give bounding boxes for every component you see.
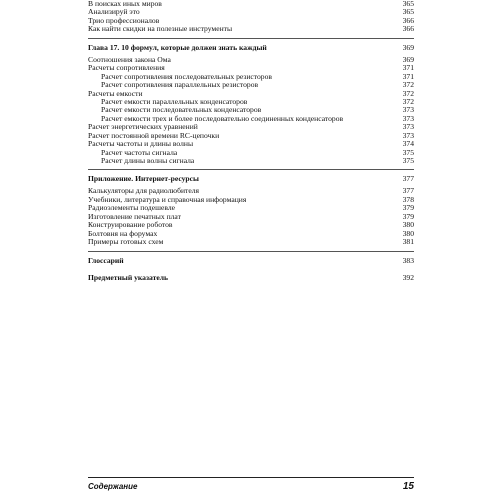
chapter-page: 369 — [402, 42, 414, 52]
toc-entry-title: Примеры готовых схем — [88, 238, 164, 247]
toc-entry-title: Расчеты сопротивления — [88, 64, 165, 73]
index-title: Предметный указатель — [88, 272, 168, 282]
toc-subentry — [88, 73, 414, 81]
toc-entry-page: 371 — [402, 71, 414, 81]
toc-entry-page: 374 — [402, 139, 414, 149]
chapter-title: Глава 17. 10 формул, которые должен знать каждый — [88, 42, 267, 52]
toc-entry-page: 375 — [402, 147, 414, 157]
toc-entry-page: 365 — [402, 0, 414, 8]
toc-entry — [88, 8, 414, 16]
toc-entry-title: Конструирование роботов — [88, 221, 173, 230]
toc-subentry — [88, 106, 414, 114]
toc-entry-page: 366 — [402, 24, 414, 34]
toc-entry — [88, 56, 414, 64]
toc-entry — [88, 221, 414, 229]
toc-entry-title: Калькуляторы для радиолюбителя — [88, 187, 199, 196]
toc-entry-title: Расчет постоянной времени RC-цепочки — [88, 131, 220, 140]
toc-subentry — [88, 149, 414, 157]
index-heading — [88, 269, 414, 282]
appendix-items — [88, 187, 414, 246]
toc-entry-page: 373 — [402, 130, 414, 140]
toc-entry-title: Соотношения закона Ома — [88, 55, 171, 64]
toc-entry-title: Расчет емкости параллельных конденсаторов — [101, 97, 248, 106]
toc-entry — [88, 123, 414, 131]
toc-entry — [88, 132, 414, 140]
toc-entry-page: 379 — [402, 211, 414, 221]
toc-entry-title: Расчет сопротивления последовательных резисторов — [101, 72, 272, 81]
toc-entry-page: 375 — [402, 156, 414, 165]
toc-entry-title: Болтовня на форумах — [88, 229, 158, 238]
toc-entry-page: 379 — [402, 203, 414, 213]
toc-subentry — [88, 157, 414, 165]
toc-entry-page: 372 — [402, 88, 414, 98]
top-items — [88, 0, 414, 34]
toc-entry-page: 366 — [402, 15, 414, 25]
glossary-title: Глоссарий — [88, 255, 124, 265]
toc-entry — [88, 17, 414, 25]
toc-entry-page: 371 — [402, 63, 414, 73]
toc-entry-page: 381 — [402, 237, 414, 247]
toc-entry-page: 365 — [402, 7, 414, 17]
toc-entry-title: Расчет длины волны сигнала — [101, 157, 195, 165]
chapter-items — [88, 56, 414, 166]
toc-entry — [88, 0, 414, 8]
toc-subentry — [88, 115, 414, 123]
glossary-heading — [88, 251, 414, 265]
toc-entry-title: Расчеты емкости — [88, 89, 143, 98]
appendix-title: Приложение. Интернет-ресурсы — [88, 174, 199, 184]
appendix-page: 377 — [402, 174, 414, 184]
toc-entry-title: Радиоэлементы подешевле — [88, 204, 175, 213]
toc-entry-title: Расчет энергетических уравнений — [88, 123, 198, 132]
toc-entry-page: 373 — [402, 122, 414, 132]
appendix-heading — [88, 169, 414, 183]
footer-page-number: 15 — [402, 481, 414, 492]
toc-entry-title: Учебники, литература и справочная информация — [88, 195, 247, 204]
glossary-page: 383 — [402, 255, 414, 265]
page-footer — [88, 477, 414, 492]
toc-entry-title: Как найти скидки на полезные инструменты — [88, 25, 233, 34]
toc-entry-title: Расчеты частоты и длины волны — [88, 140, 194, 149]
toc-entry-page: 369 — [402, 54, 414, 64]
toc-entry-page: 373 — [402, 105, 414, 115]
toc-entry-page: 372 — [402, 80, 414, 90]
toc-entry — [88, 140, 414, 148]
toc-entry-title: В поисках иных миров — [88, 0, 162, 8]
toc-subentry — [88, 98, 414, 106]
toc-entry — [88, 25, 414, 33]
toc-entry-page: 372 — [402, 96, 414, 106]
toc-entry-title: Расчет емкости трех и более последовательно соединенных конденсаторов — [101, 114, 344, 123]
toc-entry-title: Расчет сопротивления параллельных резисторов — [101, 81, 259, 90]
chapter-heading — [88, 38, 414, 52]
toc-entry-page: 380 — [402, 228, 414, 238]
table-of-contents — [88, 0, 414, 286]
toc-entry-title: Расчет частоты сигнала — [101, 148, 178, 157]
toc-entry-title: Расчет емкости последовательных конденсаторов — [101, 106, 262, 115]
toc-entry — [88, 230, 414, 238]
toc-entry — [88, 213, 414, 221]
toc-subentry — [88, 81, 414, 89]
toc-entry — [88, 187, 414, 195]
toc-entry-title: Анализируй это — [88, 8, 140, 17]
toc-entry — [88, 64, 414, 72]
toc-entry-page: 378 — [402, 194, 414, 204]
toc-entry-title: Изготовление печатных плат — [88, 212, 181, 221]
footer-section-title: Содержание — [88, 482, 138, 491]
toc-entry-page: 377 — [402, 186, 414, 196]
toc-entry — [88, 204, 414, 212]
toc-entry — [88, 196, 414, 204]
toc-entry-page: 373 — [402, 113, 414, 123]
toc-entry-page: 380 — [402, 220, 414, 230]
toc-entry-title: Трио профессионалов — [88, 16, 160, 25]
toc-entry — [88, 90, 414, 98]
index-page: 392 — [402, 272, 414, 282]
toc-entry — [88, 238, 414, 246]
